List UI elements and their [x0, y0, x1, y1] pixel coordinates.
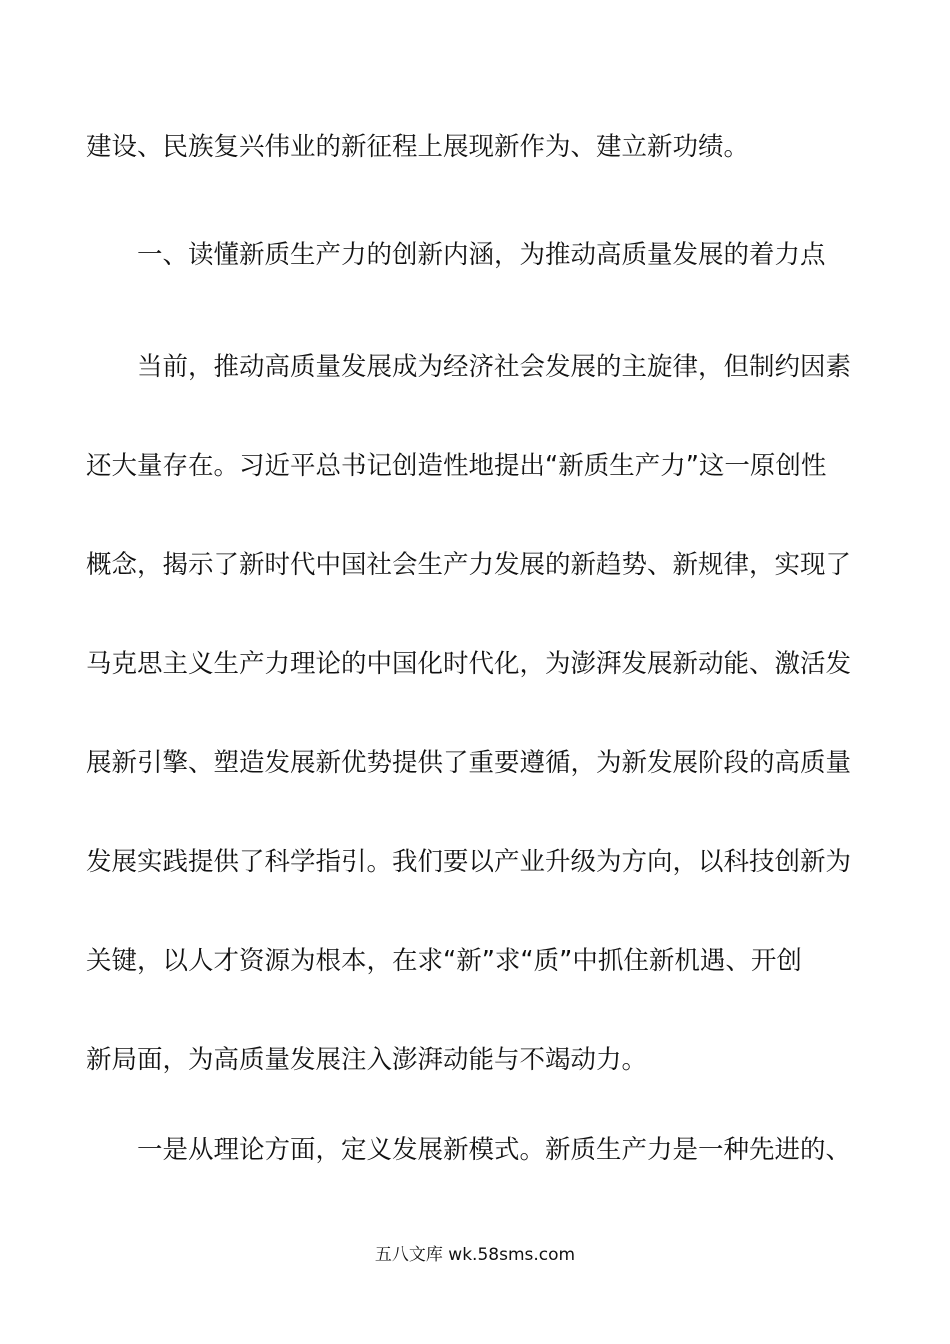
text-line-3: 当前，推动高质量发展成为经济社会发展的主旋律，但制约因素 [86, 352, 852, 382]
text-line-9: 关键，以人才资源为根本，在求“新”求“质”中抓住新机遇、开创 [86, 946, 802, 976]
text-line-4: 还大量存在。习近平总书记创造性地提出“新质生产力”这一原创性 [86, 451, 827, 481]
text-line-6: 马克思主义生产力理论的中国化时代化，为澎湃发展新动能、激活发 [86, 649, 852, 679]
text-line-7: 展新引擎、塑造发展新优势提供了重要遵循，为新发展阶段的高质量 [86, 748, 852, 778]
text-line-5: 概念，揭示了新时代中国社会生产力发展的新趋势、新规律，实现了 [86, 550, 852, 580]
text-line-8: 发展实践提供了科学指引。我们要以产业升级为方向，以科技创新为 [86, 847, 852, 877]
text-line-1: 建设、民族复兴伟业的新征程上展现新作为、建立新功绩。 [86, 132, 750, 162]
text-line-11: 一是从理论方面，定义发展新模式。新质生产力是一种先进的、 [86, 1135, 852, 1165]
footer-watermark: 五八文库 wk.58sms.com [374, 1245, 576, 1265]
text-line-10: 新局面，为高质量发展注入澎湃动能与不竭动力。 [86, 1045, 648, 1075]
section-heading: 一、读懂新质生产力的创新内涵，为推动高质量发展的着力点 [86, 240, 826, 270]
